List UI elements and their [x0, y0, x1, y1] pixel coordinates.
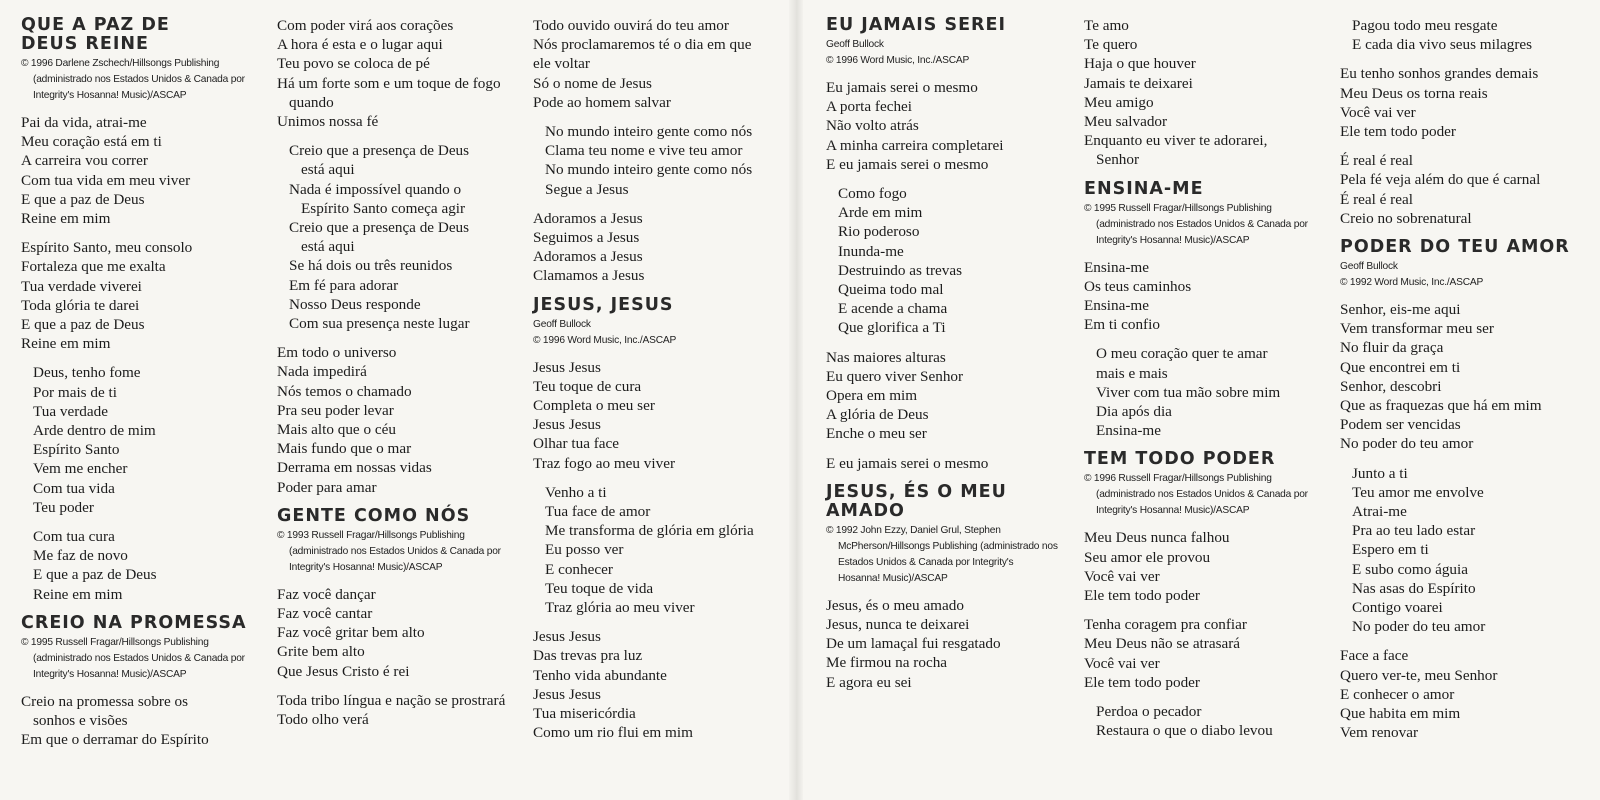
- lyric-line: Grite bem alto: [277, 643, 365, 661]
- lyric-line: A porta fechei: [826, 98, 913, 116]
- credit-line: © 1995 Russell Fragar/Hillsongs Publishing: [21, 636, 209, 648]
- lyric-line: E cada dia vivo seus milagres: [1352, 36, 1533, 54]
- lyric-line: Tenha coragem pra confiar: [1084, 616, 1247, 634]
- stanza: [826, 596, 1070, 692]
- lyric-line: De um lamaçal fui resgatado: [826, 635, 1001, 653]
- lyric-line: Eu jamais serei o mesmo: [826, 79, 978, 96]
- lyric-line: Faz você dançar: [277, 585, 376, 603]
- lyric-line: E acende a chama: [838, 300, 948, 318]
- lyric-line: Você vai ver: [1084, 654, 1160, 672]
- lyric-line: Creio no sobrenatural: [1340, 209, 1472, 227]
- lyric-line: Senhor, eis-me aqui: [1340, 301, 1461, 319]
- lyric-line: Adoramos a Jesus: [533, 248, 643, 266]
- lyric-line: E que a paz de Deus: [33, 566, 157, 584]
- lyric-line: Que Jesus Cristo é rei: [277, 662, 410, 680]
- song-block: [1084, 180, 1334, 441]
- lyric-line: Pagou todo meu resgate: [1352, 17, 1498, 34]
- lyric-line: sonhos e visões: [33, 712, 128, 730]
- lyric-line: Nós temos o chamado: [277, 382, 412, 400]
- stanza: [533, 209, 781, 286]
- song-block: [1084, 450, 1334, 740]
- song-title-line: GENTE COMO NÓS: [277, 505, 471, 526]
- lyric-line: Que as fraquezas que há em mim: [1340, 397, 1542, 415]
- lyric-line: Clama teu nome e vive teu amor: [545, 142, 743, 160]
- stanza: [21, 238, 269, 353]
- lyric-line: Toda tribo língua e nação se prostrará: [277, 691, 506, 709]
- credit-line: © 1996 Darlene Zschech/Hillsongs Publishing: [21, 58, 220, 69]
- credit-line: Integrity's Hosanna! Music)/ASCAP: [33, 90, 187, 101]
- lyric-line: E que a paz de Deus: [21, 316, 145, 334]
- song-block: [21, 16, 269, 604]
- song-title: [1340, 238, 1595, 257]
- lyric-line: Como fogo: [838, 185, 907, 203]
- lyric-line: Tua verdade viverei: [21, 277, 142, 295]
- credit-line: (administrado nos Estados Unidos & Canada por: [1096, 489, 1308, 501]
- lyric-line: Tua misericórdia: [533, 705, 636, 723]
- lyric-line: Jesus Jesus: [533, 358, 601, 376]
- lyric-line: Ele tem todo poder: [1340, 123, 1456, 141]
- lyric-line: Mais alto que o céu: [277, 421, 396, 439]
- lyric-line: Unimos nossa fé: [277, 113, 379, 131]
- lyric-line: Nosso Deus responde: [289, 295, 421, 313]
- stanza: [1084, 615, 1334, 692]
- song-title: [826, 16, 1070, 35]
- stanza: [21, 692, 269, 750]
- lyric-line: Ensina-me: [1096, 422, 1161, 440]
- lyric-line: Te quero: [1084, 36, 1138, 54]
- lyric-line: Tua face de amor: [545, 503, 651, 521]
- lyric-line: E que a paz de Deus: [21, 190, 145, 208]
- credit-line: (administrado nos Estados Unidos & Canada por: [289, 545, 501, 557]
- stanza: [1340, 646, 1595, 742]
- lyric-line: Creio que a presença de Deus: [289, 142, 470, 160]
- lyric-line: Olhar tua face: [533, 435, 620, 453]
- song-block: [826, 16, 1070, 473]
- stanza: [826, 454, 1070, 473]
- lyric-line: Atrai-me: [1352, 503, 1407, 521]
- lyric-line: Traz glória ao meu viver: [545, 599, 695, 617]
- lyric-line: Em ti confio: [1084, 316, 1160, 334]
- lyric-line: Seu amor ele provou: [1084, 548, 1211, 566]
- song-block: [1340, 16, 1595, 228]
- lyric-line: Espírito Santo começa agir: [301, 199, 466, 217]
- song-title: [826, 483, 1070, 521]
- lyric-line: Opera em mim: [826, 387, 918, 405]
- credit-line: © 1996 Word Music, Inc./ASCAP: [826, 55, 970, 66]
- credit-line: McPherson/Hillsongs Publishing (administrado nos: [838, 540, 1058, 552]
- lyric-line: Ele tem todo poder: [1084, 587, 1200, 605]
- lyric-line: Traz fogo ao meu viver: [533, 454, 675, 472]
- lyric-line: Vem me encher: [33, 460, 128, 478]
- song-block: [533, 296, 781, 743]
- lyric-line: Com sua presença neste lugar: [289, 315, 470, 333]
- song-title-line: ENSINA-ME: [1084, 178, 1204, 199]
- lyric-line: Restaura o que o diabo levou: [1096, 722, 1273, 740]
- lyric-line: No mundo inteiro gente como nós: [545, 123, 753, 141]
- lyric-line: Teu poder: [33, 498, 94, 516]
- credit-line: © 1996 Word Music, Inc./ASCAP: [533, 334, 677, 346]
- lyric-line: Nas maiores alturas: [826, 348, 946, 366]
- song-title: [533, 296, 781, 315]
- lyrics-column-6: [1340, 16, 1595, 753]
- lyric-line: Completa o meu ser: [533, 397, 655, 415]
- credit-line: Integrity's Hosanna! Music)/ASCAP: [289, 561, 443, 573]
- lyric-line: A glória de Deus: [826, 406, 929, 424]
- lyric-line: Só o nome de Jesus: [533, 74, 652, 92]
- lyric-line: Reine em mim: [21, 210, 111, 228]
- lyric-line: Você vai ver: [1084, 567, 1160, 585]
- lyric-line: Que habita em mim: [1340, 705, 1461, 723]
- stanza: [1084, 344, 1334, 440]
- lyric-line: Meu amigo: [1084, 93, 1154, 111]
- credit-line: Integrity's Hosanna! Music)/ASCAP: [33, 668, 187, 680]
- stanza: [1340, 151, 1595, 228]
- lyric-line: Meu Deus não se atrasará: [1084, 635, 1241, 653]
- song-title: [1084, 180, 1334, 199]
- lyric-line: Reine em mim: [21, 335, 111, 353]
- lyric-line: Deus, tenho fome: [33, 364, 141, 382]
- song-block: [826, 483, 1070, 692]
- lyric-line: Dia após dia: [1096, 403, 1172, 421]
- song-credit: [277, 528, 525, 576]
- lyric-line: Nas asas do Espírito: [1352, 579, 1476, 597]
- lyric-line: Que encontrei em ti: [1340, 358, 1461, 376]
- lyric-line: Faz você gritar bem alto: [277, 624, 425, 642]
- lyric-line: Enquanto eu viver te adorarei,: [1084, 132, 1268, 150]
- stanza: [1084, 258, 1334, 335]
- stanza: [1084, 702, 1334, 740]
- lyrics-column-5: [1084, 16, 1334, 750]
- lyrics-column-1: [21, 16, 269, 759]
- lyric-line: Podem ser vencidas: [1340, 416, 1461, 434]
- lyric-line: Jesus Jesus: [533, 416, 601, 434]
- song-block: [21, 614, 269, 750]
- lyric-line: Pode ao homem salvar: [533, 93, 671, 111]
- lyric-line: Os teus caminhos: [1084, 277, 1192, 295]
- lyric-line: Com tua vida: [33, 479, 115, 497]
- lyric-line: Mais fundo que o mar: [277, 440, 412, 458]
- song-title-line: EU JAMAIS SEREI: [826, 15, 1006, 35]
- lyric-line: Das trevas pra luz: [533, 647, 643, 665]
- stanza: [533, 483, 781, 617]
- credit-line: (administrado nos Estados Unidos & Canada por: [1096, 218, 1308, 230]
- lyric-line: Por mais de ti: [33, 383, 117, 401]
- lyric-line: A minha carreira completarei: [826, 136, 1004, 154]
- booklet-fold: [789, 0, 803, 800]
- lyric-line: Ensina-me: [1084, 297, 1149, 315]
- lyric-line: Tenho vida abundante: [533, 666, 667, 684]
- lyric-line: Não volto atrás: [826, 117, 919, 135]
- song-title-line: QUE A PAZ DE: [21, 15, 170, 35]
- lyric-line: Espero em ti: [1352, 541, 1429, 559]
- lyric-line: Venho a ti: [545, 483, 607, 501]
- lyric-line: Creio na promessa sobre os: [21, 692, 189, 710]
- lyric-line: Em fé para adorar: [289, 276, 399, 294]
- lyric-line: No poder do teu amor: [1352, 618, 1486, 636]
- song-title-line: TEM TODO PODER: [1084, 449, 1276, 470]
- lyric-line: Faz você cantar: [277, 605, 373, 623]
- lyric-line: É real é real: [1340, 190, 1413, 208]
- credit-line: Geoff Bullock: [533, 318, 591, 330]
- lyric-line: E eu jamais serei o mesmo: [826, 155, 989, 173]
- lyric-line: Jamais te deixarei: [1084, 74, 1193, 92]
- lyric-line: Inunda-me: [838, 242, 904, 260]
- credit-line: Hosanna! Music)/ASCAP: [838, 572, 948, 584]
- song-title-line: JESUS, ÉS O MEU: [826, 481, 1007, 502]
- lyric-line: E conhecer: [545, 560, 613, 578]
- stanza: [21, 363, 269, 517]
- lyric-line: Destruindo as trevas: [838, 261, 962, 279]
- lyric-line: Nada impedirá: [277, 363, 367, 381]
- stanza: [1340, 16, 1595, 54]
- lyric-line: Se há dois ou três reunidos: [289, 257, 453, 275]
- song-credit: [21, 56, 269, 104]
- lyric-line: Poder para amar: [277, 478, 377, 496]
- lyric-line: Enche o meu ser: [826, 425, 927, 443]
- credit-line: Integrity's Hosanna! Music)/ASCAP: [1096, 234, 1250, 246]
- lyric-line: Me faz de novo: [33, 547, 128, 565]
- lyric-line: Teu amor me envolve: [1352, 483, 1484, 501]
- song-block: [533, 16, 781, 286]
- lyric-line: É real é real: [1340, 152, 1413, 170]
- lyric-line: Haja o que houver: [1084, 55, 1196, 73]
- lyric-line: Há um forte som e um toque de fogo: [277, 74, 501, 92]
- lyric-line: está aqui: [301, 161, 355, 179]
- lyric-line: Com tua vida em meu viver: [21, 171, 191, 189]
- lyric-line: Reine em mim: [33, 585, 123, 603]
- lyric-line: Espírito Santo, meu consolo: [21, 239, 193, 257]
- credit-line: Integrity's Hosanna! Music)/ASCAP: [1096, 505, 1250, 517]
- lyric-line: Jesus Jesus: [533, 685, 601, 703]
- stanza: [1340, 64, 1595, 141]
- lyric-line: Você vai ver: [1340, 103, 1416, 121]
- song-credit: [21, 635, 269, 683]
- lyric-line: Em que o derramar do Espírito: [21, 731, 209, 749]
- credit-line: © 1992 Word Music, Inc./ASCAP: [1340, 277, 1484, 289]
- stanza: [533, 122, 781, 199]
- stanza: [1340, 464, 1595, 637]
- credit-line: © 1996 Russell Fragar/Hillsongs Publishing: [1084, 473, 1272, 485]
- song-title-line: AMADO: [826, 500, 905, 521]
- song-credit: [1084, 471, 1334, 519]
- stanza: [277, 585, 525, 681]
- song-title-line: DEUS REINE: [21, 34, 149, 54]
- lyric-line: Teu toque de cura: [533, 377, 642, 395]
- credit-line: (administrado nos Estados Unidos & Canada por: [33, 652, 245, 664]
- lyric-line: O meu coração quer te amar: [1096, 345, 1268, 363]
- lyric-line: Ensina-me: [1084, 258, 1149, 276]
- lyric-line: Rio poderoso: [838, 223, 920, 241]
- lyric-line: Senhor: [1096, 151, 1140, 169]
- lyric-line: Jesus, és o meu amado: [826, 596, 964, 614]
- stanza: [277, 343, 525, 497]
- song-title-line: JESUS, JESUS: [533, 294, 674, 315]
- stanza: [533, 358, 781, 473]
- lyric-line: Vem renovar: [1340, 724, 1419, 742]
- lyric-line: Meu Deus nunca falhou: [1084, 529, 1230, 547]
- song-credit: [826, 523, 1070, 587]
- lyric-line: Eu posso ver: [545, 541, 624, 559]
- lyric-line: Creio que a presença de Deus: [289, 219, 470, 237]
- lyric-line: Arde em mim: [838, 204, 923, 222]
- stanza: [826, 78, 1070, 174]
- stanza: [533, 627, 781, 742]
- lyric-line: Todo ouvido ouvirá do teu amor: [533, 17, 729, 34]
- lyric-line: Segue a Jesus: [545, 180, 629, 198]
- lyric-line: No mundo inteiro gente como nós: [545, 161, 753, 179]
- stanza: [21, 527, 269, 604]
- lyric-line: Vem transformar meu ser: [1340, 320, 1494, 338]
- song-credit: [1340, 259, 1595, 291]
- lyric-line: Todo olho verá: [277, 711, 369, 729]
- lyric-line: Pai da vida, atrai-me: [21, 114, 147, 131]
- lyric-line: Quero ver-te, meu Senhor: [1340, 666, 1498, 684]
- lyric-line: Meu Deus os torna reais: [1340, 84, 1488, 102]
- lyric-line: Ele tem todo poder: [1084, 673, 1200, 691]
- stanza: [1340, 300, 1595, 454]
- lyric-line: Que glorifica a Ti: [838, 319, 946, 337]
- lyric-line: E subo como águia: [1352, 560, 1468, 578]
- lyric-line: Meu coração está em ti: [21, 133, 162, 151]
- song-block: [1084, 16, 1334, 170]
- lyric-line: No poder do teu amor: [1340, 435, 1474, 453]
- lyric-line: Toda glória te darei: [21, 296, 140, 314]
- lyric-line: Como um rio flui em mim: [533, 724, 693, 742]
- credit-line: © 1993 Russell Fragar/Hillsongs Publishing: [277, 529, 465, 541]
- lyrics-column-2: [277, 16, 525, 739]
- lyric-line: E conhecer o amor: [1340, 685, 1455, 703]
- credit-line: © 1995 Russell Fragar/Hillsongs Publishing: [1084, 202, 1272, 214]
- song-credit: [826, 37, 1070, 69]
- song-credit: [533, 317, 781, 349]
- lyric-line: Nós proclamaremos té o dia em que: [533, 36, 752, 54]
- lyric-line: Viver com tua mão sobre mim: [1096, 383, 1281, 401]
- lyric-line: E agora eu sei: [826, 673, 912, 691]
- credit-line: Estados Unidos & Canada por Integrity's: [838, 556, 1014, 568]
- lyric-line: A carreira vou correr: [21, 152, 148, 170]
- lyric-line: quando: [289, 93, 334, 111]
- song-title: [277, 507, 525, 526]
- stanza: [277, 141, 525, 333]
- lyric-line: Me transforma de glória em glória: [545, 522, 754, 540]
- stanza: [826, 184, 1070, 338]
- lyric-line: Pra ao teu lado estar: [1352, 522, 1476, 540]
- lyric-line: Jesus Jesus: [533, 628, 601, 646]
- lyric-line: Em todo o universo: [277, 344, 397, 362]
- lyric-line: Seguimos a Jesus: [533, 229, 640, 247]
- lyric-line: Senhor, descobri: [1340, 377, 1442, 395]
- lyric-line: está aqui: [301, 238, 355, 256]
- lyric-line: Derrama em nossas vidas: [277, 459, 432, 477]
- song-title-line: CREIO NA PROMESSA: [21, 612, 247, 633]
- stanza: [277, 691, 525, 729]
- song-title-line: PODER DO TEU AMOR: [1340, 237, 1570, 258]
- lyric-line: Eu tenho sonhos grandes demais: [1340, 65, 1539, 83]
- lyric-line: Pela fé veja além do que é carnal: [1340, 171, 1541, 189]
- song-credit: [1084, 201, 1334, 249]
- lyric-line: mais e mais: [1096, 364, 1168, 382]
- stanza: [1084, 16, 1334, 170]
- stanza: [533, 16, 781, 112]
- lyric-line: No fluir da graça: [1340, 339, 1444, 357]
- lyric-line: Teu povo se coloca de pé: [277, 55, 430, 73]
- lyric-line: Contigo voarei: [1352, 599, 1443, 617]
- lyric-line: Meu salvador: [1084, 113, 1168, 131]
- stanza: [1084, 528, 1334, 605]
- stanza: [21, 113, 269, 228]
- lyric-line: Nada é impossível quando o: [289, 180, 462, 198]
- stanza: [826, 348, 1070, 444]
- lyric-line: E eu jamais serei o mesmo: [826, 454, 989, 472]
- credit-line: © 1992 John Ezzy, Daniel Grul, Stephen: [826, 524, 1001, 536]
- lyric-line: Jesus, nunca te deixarei: [826, 616, 970, 634]
- credit-line: Geoff Bullock: [826, 39, 884, 50]
- song-title: [1084, 450, 1334, 469]
- lyric-line: Com tua cura: [33, 528, 115, 546]
- lyric-line: A hora é esta e o lugar aqui: [277, 36, 443, 54]
- song-block: [1340, 238, 1595, 742]
- lyrics-column-3: [533, 16, 781, 753]
- lyric-line: Espírito Santo: [33, 441, 120, 459]
- song-title: [21, 614, 269, 633]
- lyric-line: ele voltar: [533, 55, 590, 73]
- song-block: [277, 507, 525, 729]
- lyric-line: Tua verdade: [33, 402, 108, 420]
- credit-line: Geoff Bullock: [1340, 261, 1398, 273]
- lyric-line: Teu toque de vida: [545, 579, 654, 597]
- lyric-line: Perdoa o pecador: [1096, 703, 1202, 721]
- lyrics-column-4: [826, 16, 1070, 702]
- lyric-line: Com poder virá aos corações: [277, 17, 454, 34]
- lyric-line: Junto a ti: [1352, 464, 1408, 482]
- lyric-line: Arde dentro de mim: [33, 422, 156, 440]
- lyric-line: Eu quero viver Senhor: [826, 367, 964, 385]
- credit-line: (administrado nos Estados Unidos & Canada por: [33, 74, 245, 85]
- stanza: [277, 16, 525, 131]
- lyric-line: Adoramos a Jesus: [533, 209, 643, 227]
- lyric-line: Queima todo mal: [838, 281, 944, 299]
- song-block: [277, 16, 525, 497]
- lyric-line: Te amo: [1084, 17, 1129, 34]
- lyric-line: Clamamos a Jesus: [533, 267, 645, 285]
- lyric-line: Me firmou na rocha: [826, 654, 948, 672]
- song-title: [21, 16, 269, 54]
- lyric-line: Fortaleza que me exalta: [21, 258, 166, 276]
- lyric-line: Pra seu poder levar: [277, 401, 394, 419]
- lyric-line: Face a face: [1340, 647, 1409, 665]
